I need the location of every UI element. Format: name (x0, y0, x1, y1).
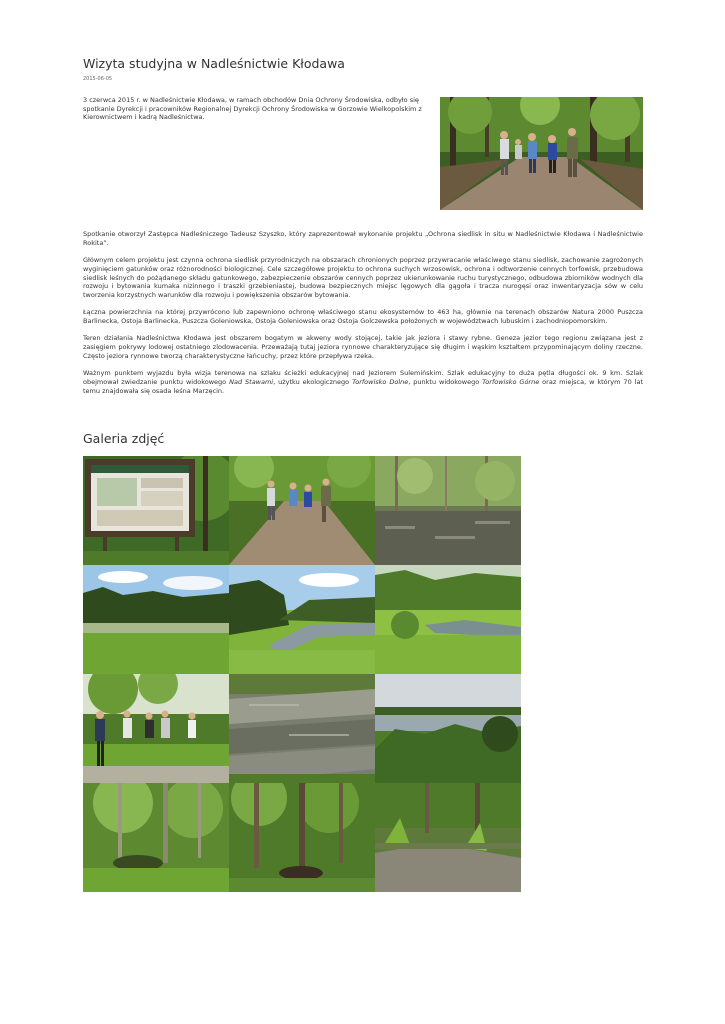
gallery-photo[interactable] (229, 456, 375, 565)
gallery-photo[interactable] (83, 674, 229, 783)
text-run: Ważnym punktem wyjazdu była wizja terenowa na szlaku ścieżki edukacyjnej nad Jeziorem Sulemińskim. Szlak edukacyjny to duża pętla długości ok. 9 km. Szlak obejmował zwiedzanie punktu widokowego (83, 369, 643, 386)
gallery-photo[interactable] (229, 783, 375, 892)
gallery-photo[interactable] (375, 783, 521, 892)
paragraph: Łączna powierzchnia na której przywrócono lub zapewniono ochronę właściwego stanu ekosystemów to 463 ha, głównie na terenach obszarów Natura 2000 Puszcza Barlinecka, Ostoja Barlinecka, Puszcza Goleniowska, Ostoja Goleniowska oraz Ostoja Golczewska położonych w województwach lubuskim i zachodniopomorskim. (83, 308, 643, 325)
article (83, 56, 643, 446)
article-date: 2015-06-05 (83, 76, 113, 82)
paragraph: Teren działania Nadleśnictwa Kłodawa jest obszarem bogatym w akweny wody stojącej, takie jak jeziora i stawy rybne. Geneza jezior tego regionu związana jest z zasięgiem pokrywy lodowej ostatniego zlodowacenia. Przeważają tutaj jeziora rynnowe charakteryzujące się długim i wąskim kształtem przypominającym doliny rzeczne. Często jeziora rynnowe tworzą charakterystyczne łańcuchy, przez które przepływa rzeka. (83, 334, 643, 360)
gallery-photo[interactable] (83, 783, 229, 892)
text-run: , użytku ekologicznego (273, 377, 353, 386)
gallery-photo[interactable] (229, 674, 375, 783)
gallery-photo[interactable] (375, 456, 521, 565)
gallery-photo[interactable] (83, 456, 229, 565)
place-name: Torfowisko Dolne (352, 377, 409, 386)
hero-photo[interactable] (440, 97, 643, 210)
gallery-title: Galeria zdjęć (83, 431, 165, 446)
text-run: , punktu widokowego (408, 377, 483, 386)
gallery-photo[interactable] (229, 565, 375, 674)
place-name: Nad Stawami (229, 377, 274, 386)
paragraph: Spotkanie otworzył Zastępca Nadleśniczego Tadeusz Szyszko, który zaprezentował wykonanie projektu „Ochrona siedlisk in situ w Nadleśnictwie Kłodawa i Nadleśnictwie Rokita”. (83, 230, 643, 247)
intro-text: 3 czerwca 2015 r. w Nadleśnictwie Kłodawa, w ramach obchodów Dnia Ochrony Środowiska, odbyło się spotkanie Dyrekcji i pracowników Regionalnej Dyrekcji Ochrony Środowiska w Gorzowie Wielkopolskim z Kierownictwem i kadrą Nadleśnictwa. (83, 96, 422, 122)
article-body (83, 230, 643, 404)
place-name: Torfowisko Górne (482, 377, 540, 386)
page-title: Wizyta studyjna w Nadleśnictwie Kłodawa (83, 56, 345, 71)
gallery-photo[interactable] (375, 565, 521, 674)
gallery-photo[interactable] (375, 674, 521, 783)
gallery-photo[interactable] (83, 565, 229, 674)
photo-gallery (83, 456, 521, 893)
paragraph (83, 369, 643, 395)
paragraph: Głównym celem projektu jest czynna ochrona siedlisk przyrodniczych na obszarach chronionych poprzez przywracanie właściwego stanu siedlisk, zachowanie zagrożonych wyginięciem gatunków oraz różnorodności biologicznej. Cele szczegółowe projektu to ochrona suchych wrzosowisk, ochrona i odtworzenie cennych torfowisk, przebudowa siedlisk leśnych do pożądanego składu gatunkowego, zabezpieczenie obszarów cennych poprzez ukierunkowanie ruchu turystycznego, odbudowa zbiorników wodnych dla rozwoju i bytowania kumaka nizinnego i traszki grzebieniastej, budowa bezpiecznych miejsc lęgowych dla gągoła i tracza nurogęsi oraz inwentaryzacja sów w celu tworzenia korzystnych warunków dla rozwoju i powiększenia obszarów bytowania. (83, 256, 643, 299)
text-run: oraz miejsca, w którym 70 lat temu znajdowała się osada leśna Marzęcin. (83, 377, 643, 395)
